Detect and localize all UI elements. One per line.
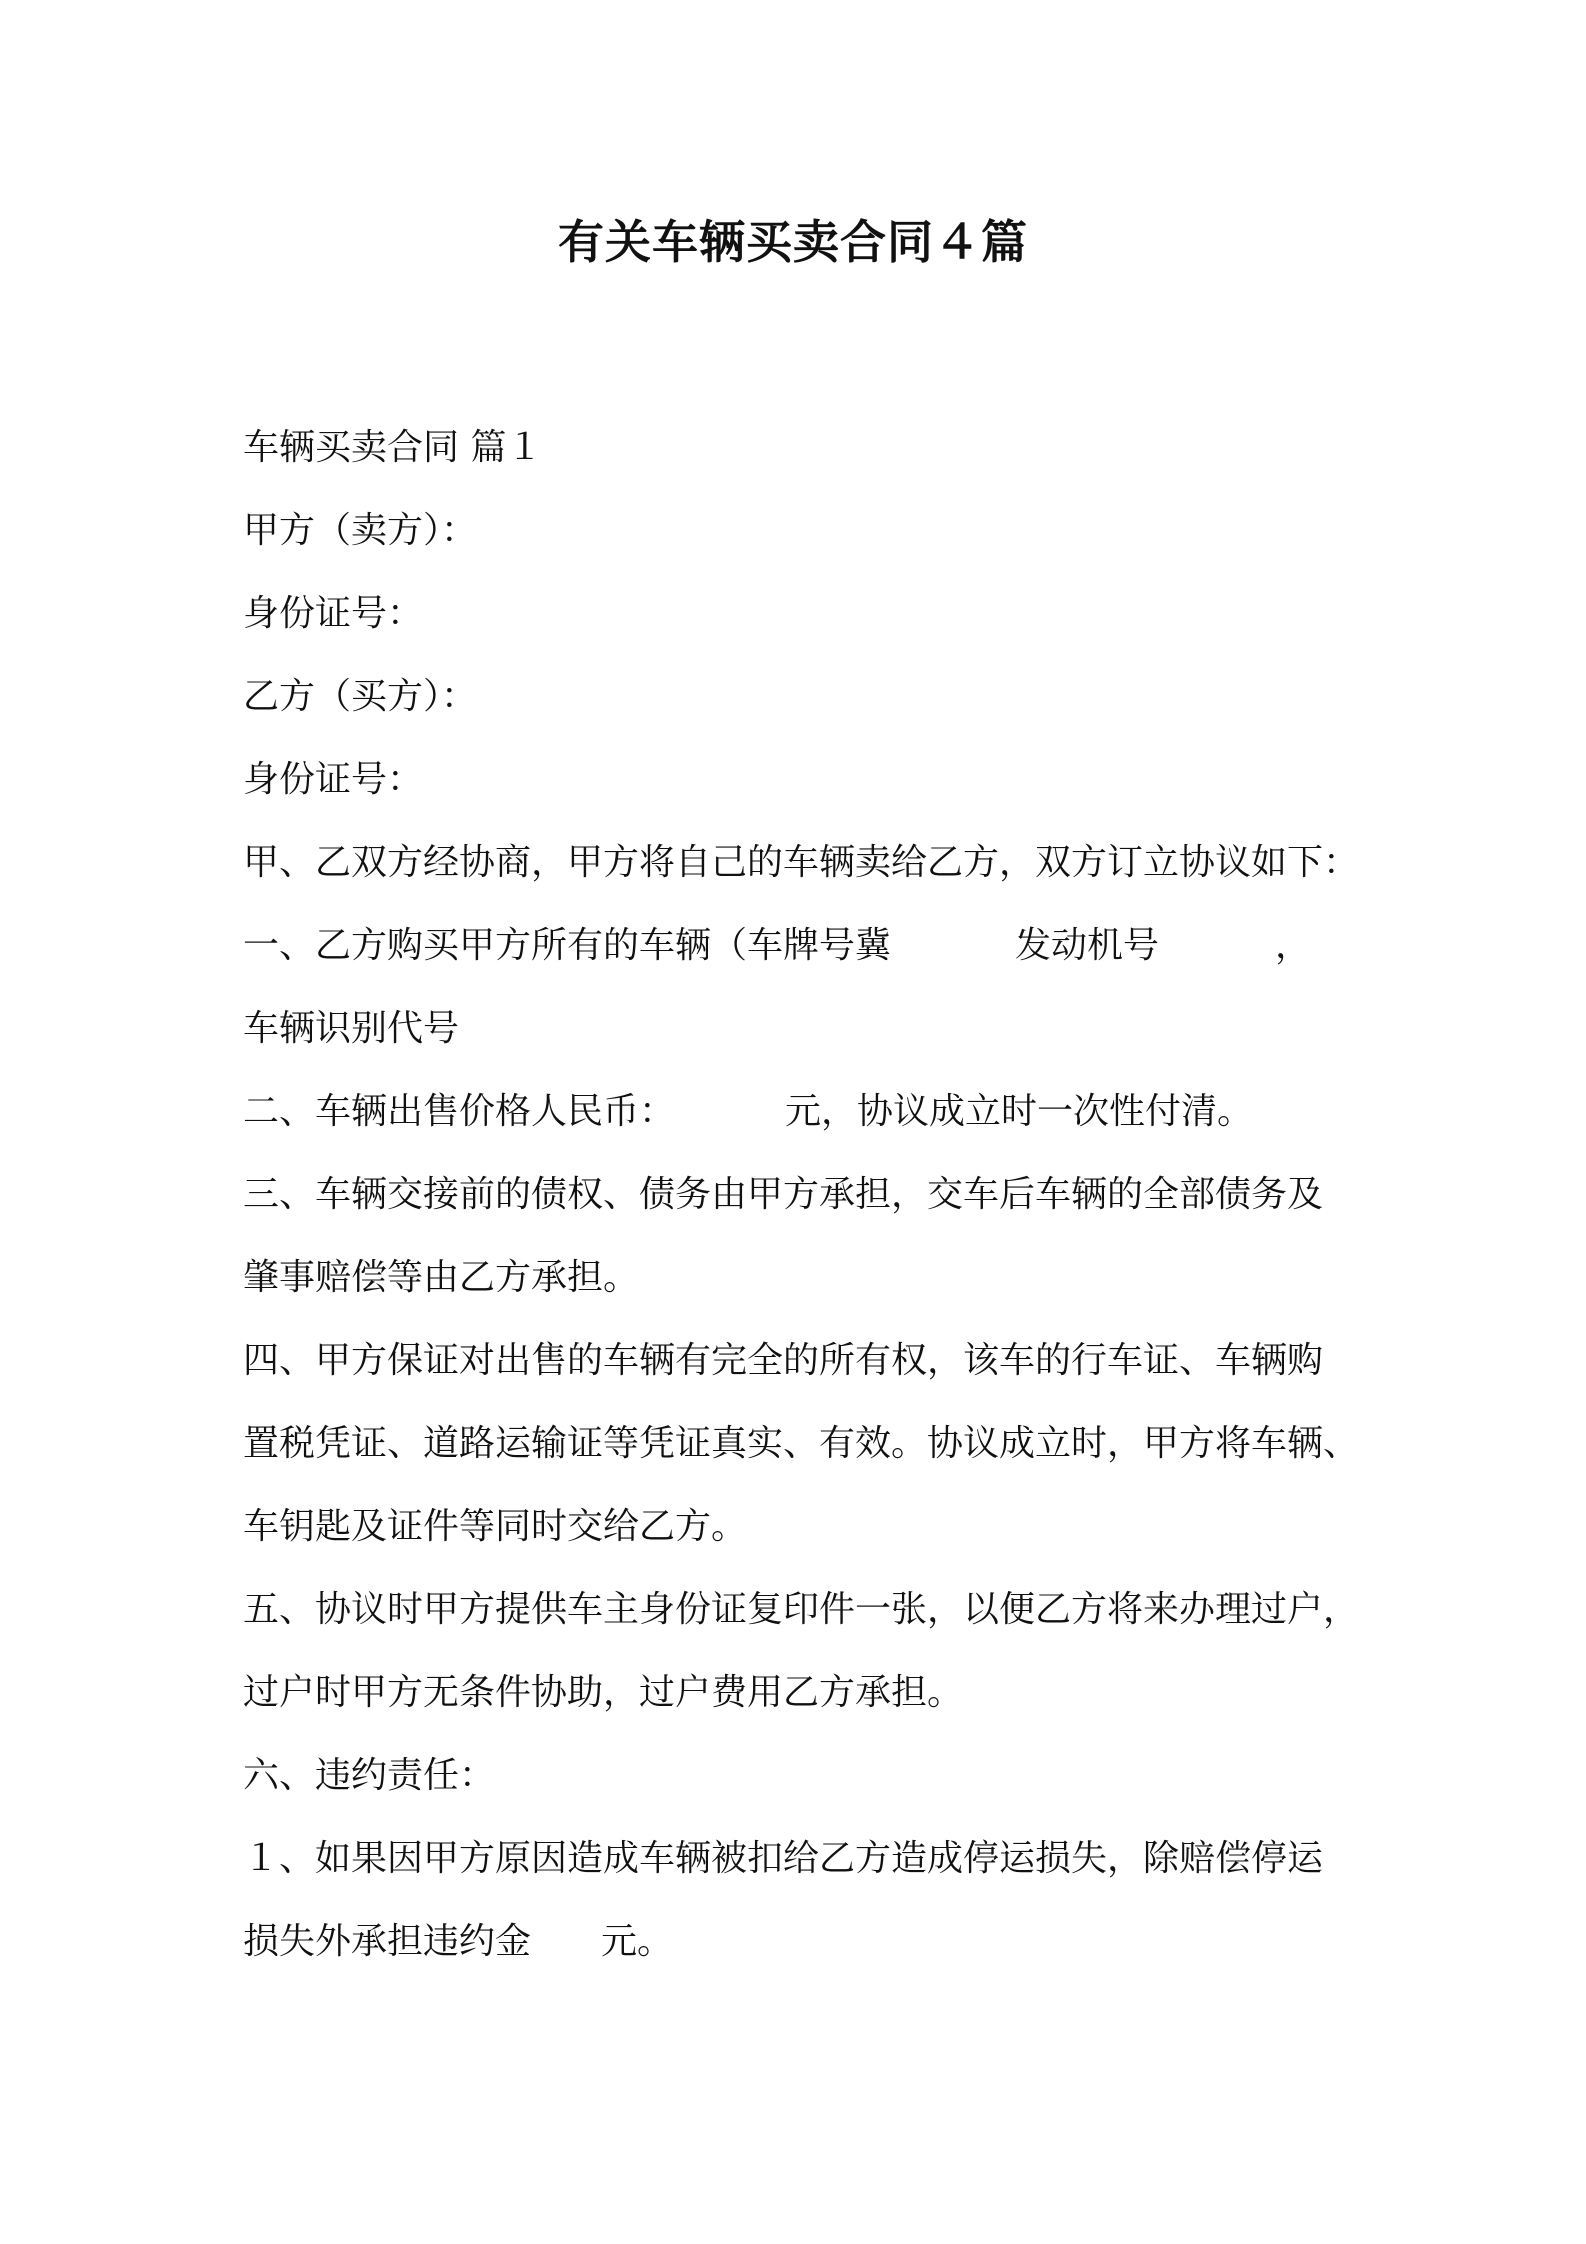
clause-2-payment-text: 元，协议成立时一次性付清。 (785, 1091, 1254, 1132)
clause-1-vin: 车辆识别代号 (243, 1008, 460, 1049)
clause-6-item-1-line-1: １、如果因甲方原因造成车辆被扣给乙方造成停运损失，除赔偿停运 (243, 1838, 1324, 1879)
clause-4-line-2: 置税凭证、道路运输证等凭证真实、有效。协议成立时，甲方将车辆、 (243, 1423, 1360, 1464)
party-b-id-label: 身份证号： (243, 759, 424, 800)
clause-6-heading: 六、违约责任： (243, 1755, 496, 1796)
clause-1-plate-text: 一、乙方购买甲方所有的车辆（车牌号冀 (243, 925, 892, 966)
clause-1-engine-text: 发动机号 (1015, 925, 1160, 966)
penalty-unit: 元。 (601, 1921, 674, 1962)
document-title: 有关车辆买卖合同４篇 (558, 215, 1028, 269)
clause-1-line (243, 904, 1353, 987)
party-b-label: 乙方（买方）： (243, 676, 478, 717)
clause-2-price-text: 二、车辆出售价格人民币： (243, 1091, 676, 1132)
clause-4-line-1: 四、甲方保证对出售的车辆有完全的所有权，该车的行车证、车辆购 (243, 1340, 1324, 1381)
clause-5-line-2: 过户时甲方无条件协助，过户费用乙方承担。 (243, 1672, 964, 1713)
clause-2-line (243, 1070, 1353, 1153)
document-body (243, 406, 1360, 1983)
penalty-text: 损失外承担违约金 (243, 1921, 532, 1962)
clause-4-line-3: 车钥匙及证件等同时交给乙方。 (243, 1506, 748, 1547)
clause-5-line-1: 五、协议时甲方提供车主身份证复印件一张，以便乙方将来办理过户， (243, 1589, 1360, 1630)
section-heading: 车辆买卖合同 篇１ (243, 427, 543, 468)
clause-3-line-2: 肇事赔偿等由乙方承担。 (243, 1257, 640, 1298)
clause-1-comma: ， (1275, 925, 1312, 966)
agreement-intro: 甲、乙双方经协商，甲方将自己的车辆卖给乙方，双方订立协议如下： (243, 842, 1360, 883)
clause-3-line-1: 三、车辆交接前的债权、债务由甲方承担，交车后车辆的全部债务及 (243, 1174, 1324, 1215)
party-a-label: 甲方（卖方）： (243, 510, 478, 551)
clause-6-item-1-line-2 (243, 1900, 1353, 1983)
party-a-id-label: 身份证号： (243, 593, 424, 634)
